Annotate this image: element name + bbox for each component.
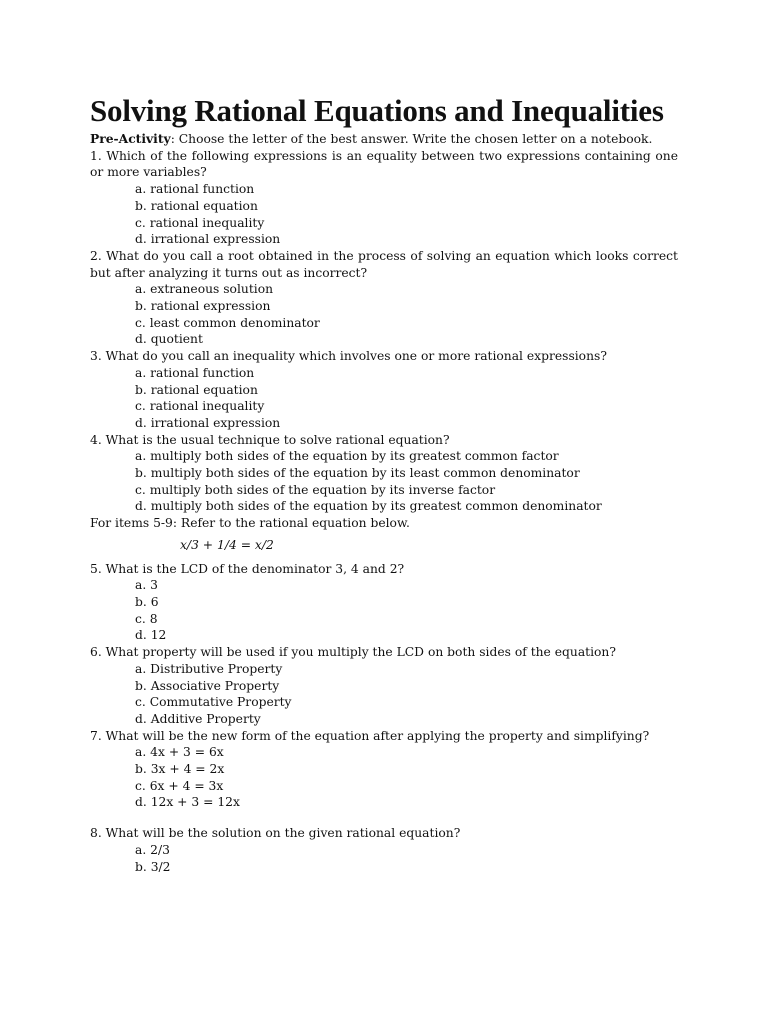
q2-option-c: c. least common denominator (135, 315, 320, 330)
q3-option-b: b. rational equation (135, 382, 258, 397)
question-1: 1. Which of the following expressions is an equality between two expressions containing one or more variables? (90, 148, 678, 180)
rational-equation-text: x/3 + 1/4 = x/2 (180, 537, 274, 552)
q8-option-b: b. 3/2 (135, 859, 171, 874)
q2-option-a: a. extraneous solution (135, 282, 274, 297)
q4-option-c: c. multiply both sides of the equation by its inverse factor (135, 482, 496, 497)
page-title: Solving Rational Equations and Inequalities (90, 93, 664, 128)
q3-option-c: c. rational inequality (135, 399, 265, 414)
question-6: 6. What property will be used if you multiply the LCD on both sides of the equation? (90, 645, 616, 660)
intro-instructions (90, 131, 678, 148)
question-4: 4. What is the usual technique to solve rational equation? (90, 432, 450, 447)
q4-option-b: b. multiply both sides of the equation by its least common denominator (135, 466, 580, 481)
q2-option-b: b. rational expression (135, 299, 271, 314)
question-5: 5. What is the LCD of the denominator 3, 4 and 2? (90, 561, 405, 576)
q5-option-c: c. 8 (135, 611, 158, 626)
q3-option-a: a. rational function (135, 365, 255, 380)
spacer (90, 811, 678, 825)
q7-option-b: b. 3x + 4 = 2x (135, 762, 225, 777)
q6-option-a: a. Distributive Property (135, 661, 283, 676)
q6-option-d: d. Additive Property (135, 711, 261, 726)
q3-option-d: d. irrational expression (135, 415, 281, 430)
q1-option-c: c. rational inequality (135, 215, 265, 230)
q7-option-a: a. 4x + 3 = 6x (135, 745, 224, 760)
q1-option-b: b. rational equation (135, 198, 258, 213)
q2-option-d: d. quotient (135, 332, 203, 347)
question-2: 2. What do you call a root obtained in the process of solving an equation which looks correct but after analyzing it turns out as incorrect? (90, 248, 678, 280)
q6-option-c: c. Commutative Property (135, 695, 292, 710)
q6-option-b: b. Associative Property (135, 678, 280, 693)
question-3: 3. What do you call an inequality which involves one or more rational expressions? (90, 349, 607, 364)
q5-option-d: d. 12 (135, 628, 167, 643)
q1-option-d: d. irrational expression (135, 232, 281, 247)
worksheet-page (90, 93, 678, 875)
q4-option-a: a. multiply both sides of the equation by its greatest common factor (135, 449, 559, 464)
q7-option-d: d. 12x + 3 = 12x (135, 795, 240, 810)
rational-equation (90, 537, 678, 554)
q8-option-a: a. 2/3 (135, 842, 170, 857)
q5-option-a: a. 3 (135, 578, 158, 593)
intro-label: Pre-Activity (90, 131, 171, 146)
question-8: 8. What will be the solution on the given rational equation? (90, 826, 461, 841)
q4-option-d: d. multiply both sides of the equation by its greatest common denominator (135, 499, 602, 514)
question-7: 7. What will be the new form of the equation after applying the property and simplifying? (90, 728, 650, 743)
q7-option-c: c. 6x + 4 = 3x (135, 778, 224, 793)
items-note: For items 5-9: Refer to the rational equation below. (90, 516, 410, 531)
q1-option-a: a. rational function (135, 182, 255, 197)
intro-text: : Choose the letter of the best answer. Write the chosen letter on a notebook. (170, 132, 653, 146)
q5-option-b: b. 6 (135, 594, 159, 609)
